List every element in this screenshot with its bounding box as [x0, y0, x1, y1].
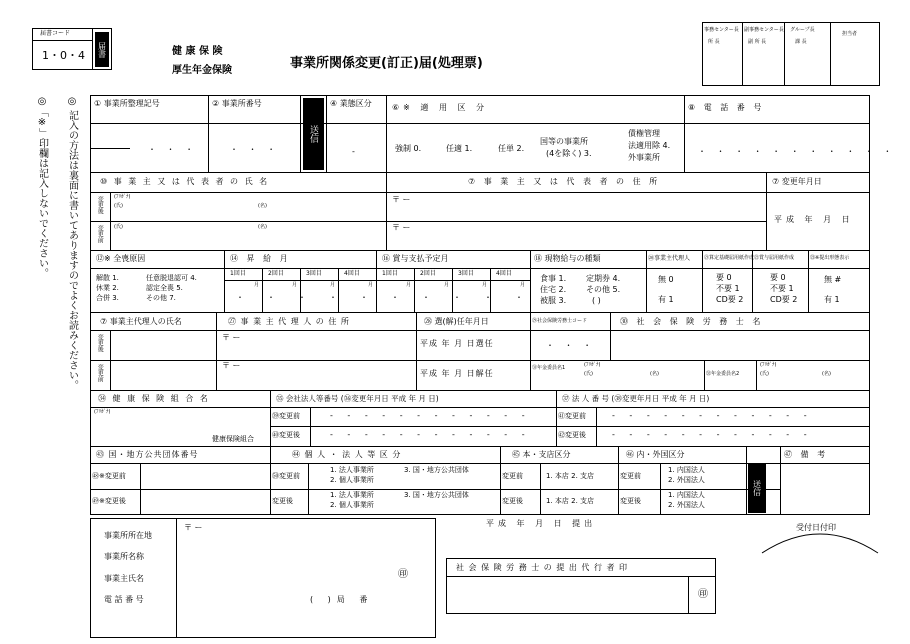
agent-name-head: ⑦ 事業主代理人の氏名: [100, 317, 182, 326]
change-date-value[interactable]: 平成 年 月 日: [774, 215, 854, 224]
insurance-line1: 健 康 保 険: [172, 46, 223, 57]
elect-date[interactable]: 平成 年 月 日選任: [420, 339, 494, 348]
sharoshi-code-head: ㉙社会保険労務士コード: [532, 318, 588, 324]
agent-head: ⑳事業主代理人: [648, 255, 691, 262]
submit-date[interactable]: 平成 年 月 日 提出: [486, 519, 597, 528]
proxy-seal-mark: ㊞: [698, 589, 708, 600]
office-number-dots[interactable]: ･ ･ ･: [232, 145, 280, 154]
owner-seal-mark: ㊞: [398, 569, 408, 580]
foreign-head: ㊻ 内・外国区分: [626, 450, 685, 459]
form-code-label: 届書コード: [40, 30, 71, 37]
kind-head: ⑱ 現物給与の種類: [534, 254, 601, 263]
apply-opt-3: 国等の事業所: [540, 137, 588, 146]
main-form: [90, 95, 870, 515]
apply-opt-5: 債権管理: [628, 129, 660, 138]
insurance-line2: 厚生年金保険: [172, 65, 232, 76]
received-stamp-circle: [760, 515, 880, 555]
office-number-head: ② 事業所番号: [212, 99, 262, 108]
change-date-head: ⑦ 変更年月日: [772, 177, 822, 186]
corp-id-head: ㊲ 法 人 番 号 (㊳変更年月日 平成 年 月 日): [562, 394, 710, 403]
doc1-head: ㉑算定基礎届用紙作成: [704, 255, 755, 261]
office-box-2: 副事務センター長: [744, 27, 784, 33]
dismiss-date[interactable]: 平成 年 月 日解任: [420, 369, 494, 378]
phone-head: ⑧ 電 話 番 号: [688, 103, 765, 112]
todoke-label: 届書: [95, 32, 109, 67]
form-code-value: 1・0・4: [42, 49, 85, 62]
office-code-head: ① 事業所整理記号: [94, 99, 160, 108]
reason-head: ⑫※ 全喪原因: [96, 254, 146, 263]
phone-dots[interactable]: ･ ･ ･ ･ ･ ･ ･ ･ ･ ･ ･: [700, 147, 896, 156]
owner-name-head: ⑩ 事 業 主 又 は 代 表 者 の 氏 名: [100, 177, 270, 186]
form-title: 事業所関係変更(訂正)届(処理票): [290, 56, 483, 71]
office-box-3: グループ長: [790, 27, 815, 33]
corp-no-head: ㉟ 会社法人等番号 (㊱変更年月日 平成 年 月 日): [276, 394, 439, 403]
apply-opt-7: 外事業所: [628, 153, 660, 162]
agent-addr-head: ㉗ 事 業 主 代 理 人 の 住 所: [228, 317, 350, 326]
office-box-4: 担当者: [842, 31, 858, 37]
term-head: ㉘ 選(解)任年月日: [424, 317, 489, 326]
sent-label-2: 送信: [748, 463, 766, 513]
sent-label-1: 送信: [303, 98, 324, 170]
apply-opt-4: (4を除く) 3.: [546, 149, 592, 158]
proxy-label: 社 会 保 険 労 務 士 の 提 出 代 行 者 印: [456, 563, 629, 572]
phone-line[interactable]: ( )局 番: [310, 595, 374, 604]
apply-opt-2: 任単 2.: [498, 144, 525, 153]
doc3-head: ㉓※提出形態表示: [810, 255, 850, 261]
apply-opt-0: 強制 0.: [395, 144, 422, 153]
sharoshi-name-head: ㉚ 社 会 保 険 労 務 士 名: [620, 317, 764, 326]
public-head: ㊸ 国・地方公共団体番号: [96, 450, 199, 459]
owner-addr-head: ⑦ 事 業 主 又 は 代 表 者 の 住 所: [468, 177, 661, 186]
business-type-head: ④ 業態区分: [330, 99, 372, 108]
memo-head: ㊼ 備 考: [784, 450, 829, 459]
apply-opt-6: 法適用除 4.: [628, 141, 671, 150]
office-box-1: 事務センター長: [704, 27, 739, 33]
side-note-2: ◎「※」印欄は記入しないでください。: [36, 96, 48, 278]
raise-head: ⑭ 昇 給 月: [230, 254, 291, 263]
doc2-head: ㉒賞与届用紙作成: [754, 255, 795, 261]
office-code-dots[interactable]: ･ ･ ･: [150, 145, 198, 154]
apply-kubun-head: ⑥※ 適 用 区 分: [392, 103, 489, 112]
kumiai-suffix: 健康保険組合: [212, 435, 254, 443]
kubun-head: ㊹ 個 人 ・ 法 人 等 区 分: [292, 450, 402, 459]
apply-opt-1: 任適 1.: [446, 144, 473, 153]
bonus-head: ⑯ 賞与支払予定月: [382, 254, 449, 263]
side-note-1: ◎ 記入の方法は裏面に書いてありますのでよくお読みください。: [66, 96, 78, 391]
received-stamp-label: 受付日付印: [796, 523, 836, 532]
branch-head: ㊺ 本・支店区分: [512, 450, 571, 459]
kumiai-head: ㉞ 健 康 保 険 組 合 名: [98, 394, 210, 403]
